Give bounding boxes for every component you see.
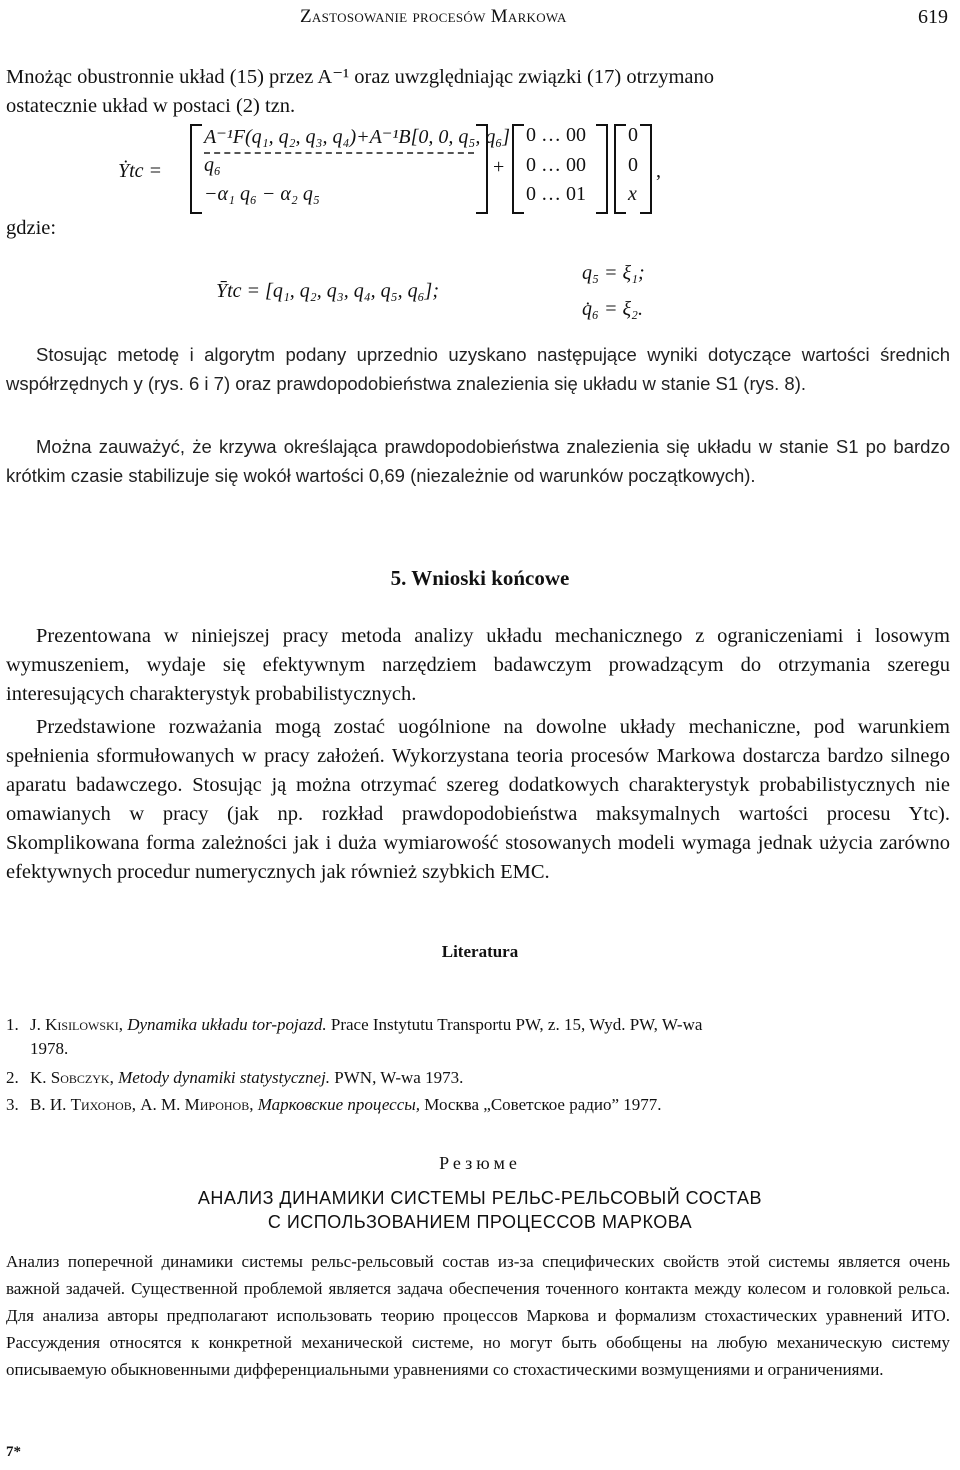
intro-line-1: Mnożąc obustronnie układ (15) przez A⁻¹ oraz uwzględniając związki (17) otrzymano: [6, 66, 715, 88]
right-bracket-3: [640, 124, 652, 214]
running-title: Zastosowanie procesów Markowa: [300, 6, 567, 27]
vector-row-2: 0: [628, 154, 638, 176]
reference-number: 3.: [6, 1095, 19, 1114]
reference-number: 2.: [6, 1068, 19, 1087]
paragraph-results: Stosując metodę i algorytm podany uprzednio uzyskano następujące wyniki dotyczące wartości średnich współrzędnych y (rys. 6 i 7) oraz prawdopodobieństwa znalezienia się układu w stanie S1 (rys. 8).: [6, 344, 950, 394]
reference-year: 1978.: [30, 1039, 69, 1058]
reference-title: Марковские процессы,: [257, 1095, 421, 1114]
definition-q5: q₅ = ξ₁;: [582, 262, 645, 284]
right-bracket-2: [596, 124, 608, 214]
gdzie-label: gdzie:: [6, 217, 57, 239]
equation-lhs: Ẏtc =: [118, 160, 163, 182]
equation-comma: ,: [656, 160, 661, 182]
reference-1: [6, 1013, 950, 1061]
reference-title: Metody dynamiki statystycznej.: [118, 1068, 331, 1087]
footer-mark: 7*: [6, 1444, 21, 1460]
literature-title: Literatura: [441, 942, 519, 961]
russian-title-line-2: С ИСПОЛЬЗОВАНИЕМ ПРОЦЕССОВ МАРКОВА: [267, 1212, 693, 1232]
page-number: 619: [918, 6, 948, 28]
left-bracket-2: [512, 124, 524, 214]
left-bracket-1: [190, 124, 202, 214]
reference-author: B. И. Тихонов, А. М. Миронов,: [30, 1095, 254, 1114]
reference-details: Москва „Советское радио” 1977.: [424, 1095, 662, 1114]
reference-details: Prace Instytutu Transportu PW, z. 15, Wyd. PW, W-wa: [330, 1015, 703, 1034]
reference-details: PWN, W-wa 1973.: [334, 1068, 464, 1087]
vector-row-1: 0: [628, 124, 638, 146]
matrix-row-2: 0 … 00: [526, 154, 586, 176]
russian-title-line-1: АНАЛИЗ ДИНАМИКИ СИСТЕМЫ РЕЛЬС-РЕЛЬСОВЫЙ СОСТАВ: [197, 1188, 763, 1208]
equation-row-2: q₆: [204, 154, 221, 176]
rezume-title: Резюме: [439, 1153, 521, 1173]
reference-author: J. Kisilowski,: [30, 1015, 123, 1034]
definition-ytc: Ȳtc = [q₁, q₂, q₃, q₄, q₅, q₆];: [216, 280, 439, 302]
right-bracket-1: [476, 124, 488, 214]
left-bracket-3: [614, 124, 626, 214]
reference-author: K. Sobczyk,: [30, 1068, 114, 1087]
section-title: 5. Wnioski końcowe: [390, 566, 570, 590]
conclusion-paragraph-1: Prezentowana w niniejszej pracy metoda analizy układu mechanicznego z ograniczeniami i losowym wymuszeniem, wydaje się efektywnym narzędziem badawczym prowadzącym do otrzymania szeregu interesujących charakterystyk probabilistycznych.: [6, 625, 950, 705]
equation-plus: +: [493, 156, 505, 178]
matrix-row-3: 0 … 01: [526, 183, 586, 205]
paragraph-observation: Można zauważyć, że krzywa określająca prawdopodobieństwa znalezienia się układu w stanie S1 po bardzo krótkim czasie stabilizuje się wokół wartości 0,69 (niezależnie od warunków początkowych).: [6, 436, 950, 486]
vector-row-3: x: [628, 183, 637, 205]
equation-row-1-underline: [204, 152, 474, 154]
page-header: [0, 4, 960, 28]
intro-line-2: ostatecznie układ w postaci (2) tzn.: [6, 95, 296, 117]
reference-2: [6, 1066, 950, 1090]
russian-abstract: Анализ поперечной динамики системы рельс-рельсовый состав из-за специфических свойств этой системы является очень важной задачей. Существенной проблемой является задача обеспечения точенного контакта между колесом и головкой рельса. Для анализа авторы предполагают использовать теорию процессов Маркова и формализм стохастических уравнений ИТО. Рассуждения относятся к конкретной механической системе, но могут быть обобщены на любую механическую систему описываемую обыкновенными дифференциальными уравнениями со стохастическими возмущениями и ограничениями.: [6, 1252, 950, 1379]
reference-number: 1.: [6, 1015, 19, 1034]
matrix-row-1: 0 … 00: [526, 124, 586, 146]
reference-title: Dynamika układu tor-pojazd.: [127, 1015, 327, 1034]
reference-3: [6, 1093, 950, 1117]
conclusion-paragraph-2: Przedstawione rozważania mogą zostać uogólnione na dowolne układy mechaniczne, pod warunkiem spełnienia sformułowanych w pracy założeń. Wykorzystana teoria procesów Markowa dostarcza bardzo silnego aparatu badawczego. Stosując ją można otrzymać szereg dodatkowych charakterystyk probabilistycznych nie omawianych w pracy (jak np. rozkład prawdopodobieństwa maksymalnych wartości procesu Ytc). Skomplikowana forma zależności jak i duża wymiarowość stosowanych modeli wymaga jednak użycia zarówno efektywnych procedur numerycznych jak również szybkich EMC.: [6, 716, 950, 883]
definition-q6: q̇₆ = ξ₂.: [582, 298, 643, 320]
equation-row-1: A⁻¹F(q₁, q₂, q₃, q₄)+A⁻¹B[0, 0, q₅, q₆]: [204, 126, 511, 148]
equation-row-3: −α₁ q₆ − α₂ q₅: [204, 183, 320, 205]
